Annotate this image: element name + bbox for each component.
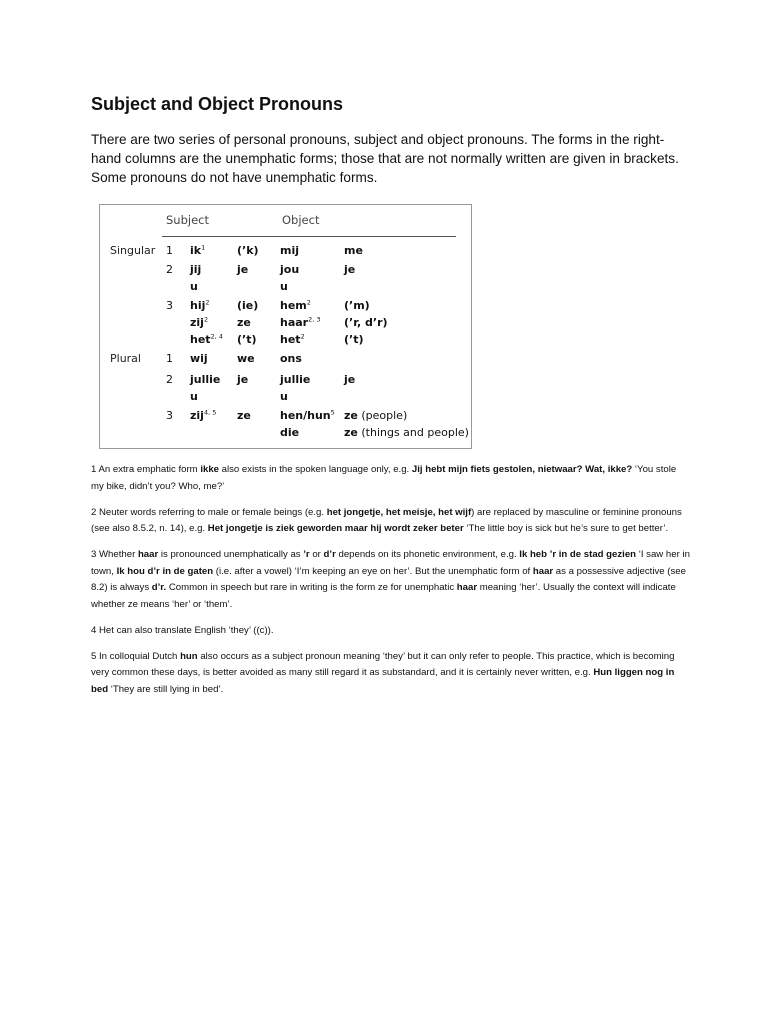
pronoun-cell: jullie [190, 373, 221, 386]
pronoun-cell: wij [190, 352, 208, 365]
pronoun-cell: jullie [280, 373, 311, 386]
person-number: 1 [166, 244, 173, 257]
pronoun-cell: jij [190, 263, 202, 276]
pronoun-cell: (’t) [344, 333, 364, 346]
label-singular: Singular [110, 244, 156, 257]
header-rule [162, 236, 456, 237]
pronoun-cell: het$^2$ [280, 332, 305, 346]
pronoun-cell: zij$^{4, 5}$ [190, 408, 217, 422]
footnote-3: 3 Whether haar is pronounced unemphatically as ’r or d’r depends on its phonetic environment, e.g. Ik heb ’r in de stad gezien ‘I saw her in town, Ik hou d’r in de gaten (i.e. after a vowel) ‘I’m keeping an eye on her’. But the unemphatic form of haar as a possessive adjective (see 8.2) is always d’r. Common in speech but rare in writing is the form ze for unemphatic haar meaning ‘her’. Usually the context will indicate whether ze means ‘her’ or ‘them’. [91, 549, 690, 610]
footnote-4: 4 Het can also translate English ‘they’ ((c)). [91, 624, 274, 636]
pronoun-cell: hem$^2$ [280, 298, 311, 312]
footnote-2: 2 Neuter words referring to male or female beings (e.g. het jongetje, het meisje, het wijf) are replaced by masculine or feminine pronouns (see also 8.5.2, n. 14), e.g. Het jongetje is ziek geworden maar hij wordt zeker beter ‘The little boy is sick but he’s sure to get better’. [91, 506, 682, 534]
pronoun-cell: u [280, 390, 288, 403]
pronoun-cell: hen/hun$^5$ [280, 408, 335, 422]
pronoun-cell: (’k) [237, 244, 259, 257]
footnotes [91, 462, 691, 708]
pronoun-cell: zij$^2$ [190, 315, 209, 329]
pronoun-cell: (ie) [237, 299, 259, 312]
pronoun-cell: u [190, 390, 198, 403]
pronoun-cell: ons [280, 352, 302, 365]
pronoun-cell: ze [237, 409, 251, 422]
pronoun-cell: mij [280, 244, 300, 257]
pronoun-cell: je [237, 263, 249, 276]
person-number: 3 [166, 409, 173, 422]
pronoun-cell: ze [237, 316, 251, 329]
pronoun-cell: die [280, 426, 300, 439]
pronoun-cell: jou [280, 263, 300, 276]
pronoun-cell: je [237, 373, 249, 386]
pronoun-cell: het$^{2, 4}$ [190, 332, 223, 346]
pronoun-cell: we [237, 352, 255, 365]
pronoun-cell: u [190, 280, 198, 293]
pronoun-cell: ze (people) [344, 409, 408, 422]
footnote-5: 5 In colloquial Dutch hun also occurs as a subject pronoun meaning ‘they’ but it can only refer to people. This practice, which is becoming very common these days, is better avoided as many still regard it as substandard, and it is certainly never written, e.g. Hun liggen nog in bed ‘They are still lying in bed’. [91, 650, 675, 695]
footnote-1: 1 An extra emphatic form ikke also exists in the spoken language only, e.g. Jij hebt mijn fiets gestolen, nietwaar? Wat, ikke? ‘You stole my bike, didn’t you? Who, me?’ [91, 464, 677, 492]
pronoun-cell: ze (things and people) [344, 426, 469, 439]
person-number: 3 [166, 299, 173, 312]
person-number: 2 [166, 373, 173, 386]
pronoun-cell: haar$^{2, 3}$ [280, 315, 321, 329]
label-plural: Plural [110, 352, 141, 365]
intro-paragraph: There are two series of personal pronouns, subject and object pronouns. The forms in the right-hand columns are the unemphatic forms; those that are not normally written are given in brackets. Some pronouns do not have unemphatic forms. [91, 132, 679, 185]
header-object: Object [282, 213, 320, 227]
pronoun-cell: hij$^2$ [190, 298, 210, 312]
header-subject: Subject [166, 213, 209, 227]
pronoun-cell: je [344, 373, 356, 386]
pronoun-cell: je [344, 263, 356, 276]
pronoun-cell: $ik^1$ [190, 243, 206, 257]
pronoun-cell: u [280, 280, 288, 293]
pronoun-cell: (’r, d’r) [344, 316, 388, 329]
person-number: 1 [166, 352, 173, 365]
pronoun-cell: me [344, 244, 363, 257]
person-number: 2 [166, 263, 173, 276]
pronoun-table [99, 204, 472, 449]
pronoun-cell: (’m) [344, 299, 370, 312]
pronoun-cell: (’t) [237, 333, 257, 346]
page-title: Subject and Object Pronouns [91, 94, 344, 114]
